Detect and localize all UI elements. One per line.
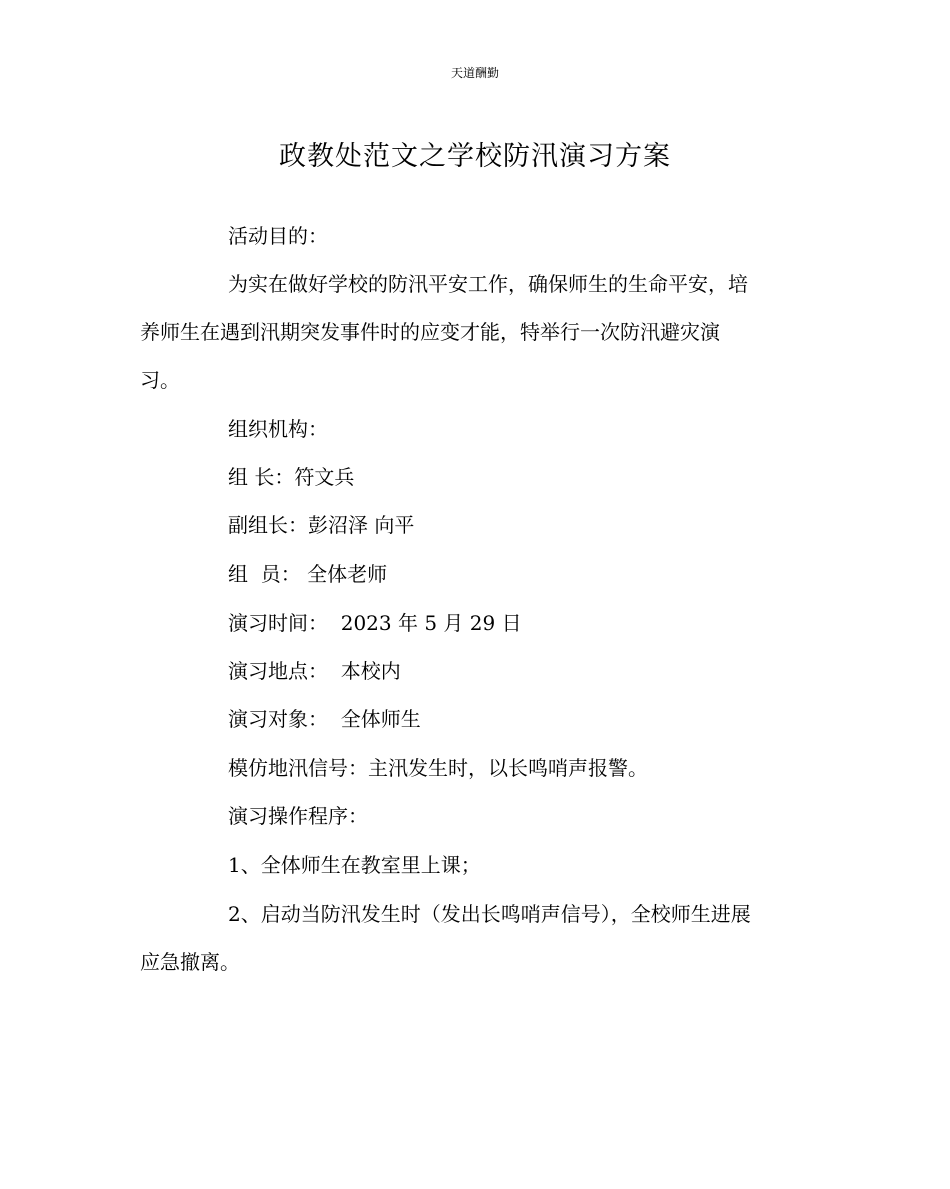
leader-line: 组 长：符文兵 [228, 465, 355, 489]
step-1-line: 1、全体师生在教室里上课； [228, 853, 481, 877]
drill-place-line: 演习地点： 本校内 [228, 659, 401, 683]
purpose-heading: 活动目的： [228, 224, 328, 248]
step-2-line-1: 2、启动当防汛发生时（发出长鸣哨声信号），全校师生进展 [228, 902, 751, 926]
purpose-paragraph-line-2: 养师生在遇到汛期突发事件时的应变才能，特举行一次防汛避灾演 [140, 320, 720, 344]
org-heading: 组织机构： [228, 417, 328, 441]
purpose-paragraph-line-3: 习。 [140, 368, 180, 392]
signal-line: 模仿地汛信号：主汛发生时，以长鸣哨声报警。 [228, 756, 648, 780]
step-2-line-2: 应急撤离。 [140, 950, 240, 974]
members-line: 组 员： 全体老师 [228, 562, 388, 586]
vice-leader-line: 副组长：彭沼泽 向平 [228, 513, 415, 537]
document-title: 政教处范文之学校防汛演习方案 [279, 141, 671, 172]
drill-target-line: 演习对象： 全体师生 [228, 707, 421, 731]
page-header: 天道酬勤 [450, 66, 499, 80]
procedure-heading: 演习操作程序： [228, 804, 368, 828]
drill-time-line: 演习时间： 2023 年 5 月 29 日 [228, 611, 522, 635]
purpose-paragraph-line-1: 为实在做好学校的防汛平安工作，确保师生的生命平安，培 [228, 272, 748, 296]
